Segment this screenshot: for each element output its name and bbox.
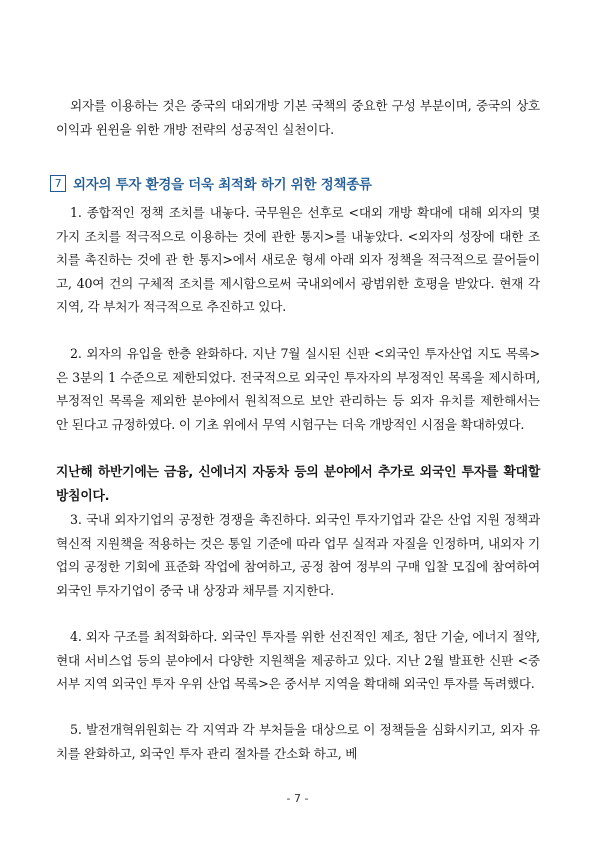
section-number-box: 7 — [50, 175, 66, 192]
paragraph-1: 1. 종합적인 정책 조치를 내놓다. 국무원은 선후로 <대외 개방 확대에 대해 외자의 몇 가지 조치를 적극적으로 이용하는 것에 관한 통지>를 내놓았다. <외자의 성장에 대한 조치를 촉진하는 것에 관 한 통지>에서 새로운 형세 아래 외자 정책을 적극적으로 끌어들이고, 40여 건의 구체적 조치를 제시함으로써 국내외에서 광범위한 호평을 받았다. 현재 각 지역, 각 부처가 적극적으로 추진하고 있다. — [56, 205, 540, 314]
page-number: - 7 - — [286, 792, 309, 805]
bold-paragraph: 지난해 하반기에는 금융, 신에너지 자동차 등의 분야에서 추가로 외국인 투자를 확대할 방침이다. — [56, 465, 540, 504]
section-title: 외자의 투자 환경을 더욱 최적화 하기 위한 정책종류 — [73, 178, 372, 193]
paragraph-5: 5. 발전개혁위원회는 각 지역과 각 부처들을 대상으로 이 정책들을 심화시키고, 외자 유치를 완화하고, 외국인 투자 관리 절차를 간소화 하고, 베 — [56, 722, 540, 761]
paragraph-2: 2. 외자의 유입을 한층 완화하다. 지난 7월 실시된 신판 <외국인 투자산업 지도 목록>은 3분의 1 수준으로 제한되었다. 전국적으로 외국인 투자자의 부정적인 목록을 제시하며, 부정적인 목록을 제외한 분야에서 원칙적으로 보안 관리하는 등 외자 유치를 제한해서는 안 된다고 규정하였다. 이 기초 위에서 무역 시험구는 더욱 개방적인 시점을 확대하였다. — [56, 346, 540, 432]
paragraph-4: 4. 외자 구조를 최적화하다. 외국인 투자를 위한 선진적인 제조, 첨단 기술, 에너지 절약, 현대 서비스업 등의 분야에서 다양한 지원책을 제공하고 있다. 지난 2월 발표한 신판 <중서부 지역 외국인 투자 우위 산업 목록>은 중서부 지역을 확대해 외국인 투자를 독려했다. — [56, 629, 540, 691]
paragraph-3: 3. 국내 외자기업의 공정한 경쟁을 촉진하다. 외국인 투자기업과 같은 산업 지원 정책과 혁신적 지원책을 적용하는 것은 통일 기준에 따라 업무 실적과 자질을 인정하며, 내외자 기업의 공정한 기회에 표준화 작업에 참여하고, 공정 참여 정부의 구매 입찰 모집에 참여하여 외국인 투자기업이 중국 내 상장과 채무를 지지한다. — [56, 512, 540, 598]
section-heading — [50, 174, 550, 193]
intro-paragraph: 외자를 이용하는 것은 중국의 대외개방 기본 국책의 중요한 구성 부분이며, 중국의 상호 이익과 윈윈을 위한 개방 전략의 성공적인 실천이다. — [56, 98, 540, 137]
